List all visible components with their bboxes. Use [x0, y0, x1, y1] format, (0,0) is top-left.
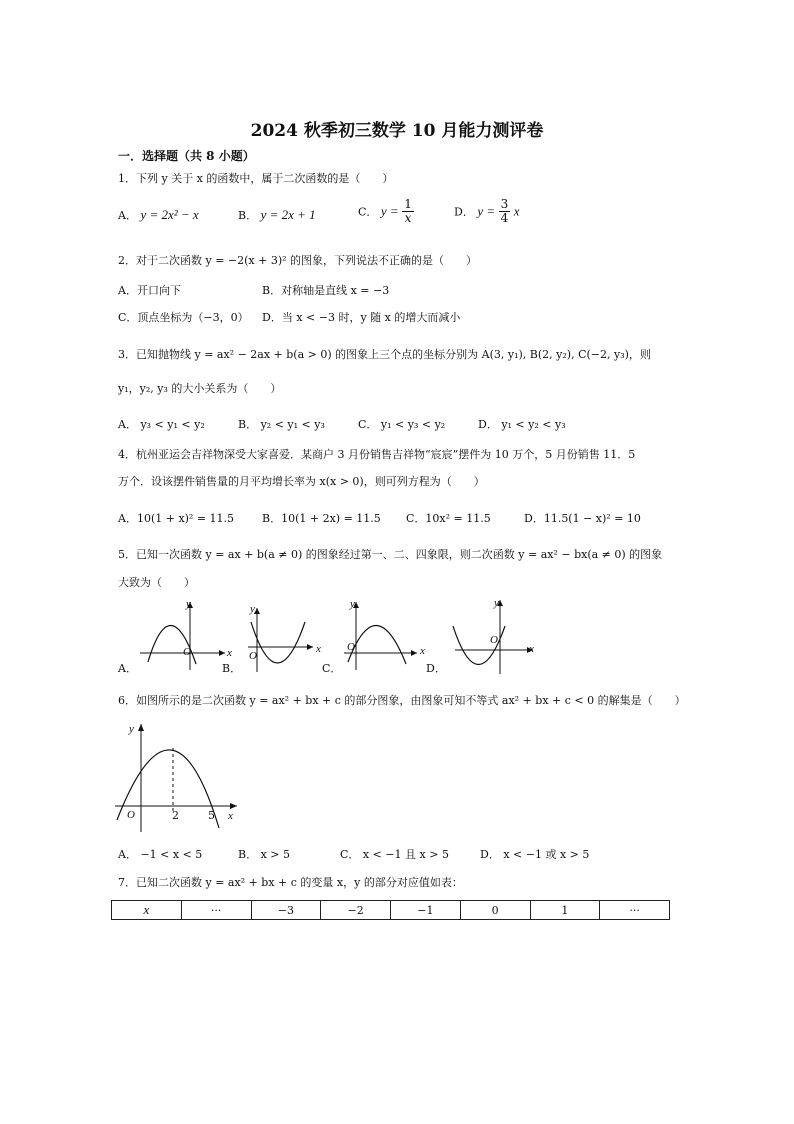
q2-option-c: C．顶点坐标为（−3，0）	[118, 311, 249, 324]
q1-label-a: A．	[118, 209, 137, 222]
q1-option-c	[358, 198, 414, 225]
q1-d-fraction	[499, 198, 511, 225]
q6-option-d: D． x < −1 或 x > 5	[480, 848, 590, 861]
q5-a-y-axis-label: y	[186, 598, 191, 610]
q5-stem-line1: 5．已知一次函数 y = ax + b(a ≠ 0) 的图象经过第一、二、四象限，则二次函数 y = ax² − bx(a ≠ 0) 的图象	[118, 548, 663, 561]
q5-c-x-axis-label: x	[420, 645, 425, 657]
q2-stem: 2．对于二次函数 y = −2(x + 3)² 的图象，下列说法不正确的是（ ）	[118, 254, 478, 267]
q6-x-axis-label: x	[228, 810, 233, 822]
q6-tick-2: 2	[172, 809, 179, 822]
q5-option-a: A．	[118, 662, 137, 675]
q6-option-b: B． x > 5	[238, 848, 290, 861]
q6-option-a: A． −1 < x < 5	[118, 848, 203, 861]
q5-option-b: B．	[222, 662, 242, 675]
q1-c-numerator: 1	[404, 197, 412, 211]
q1-stem: 1．下列 y 关于 x 的函数中，属于二次函数的是（ ）	[118, 172, 394, 185]
q4-option-b: B．10(1 + 2x) = 11.5	[262, 512, 381, 525]
section-heading: 一．选择题（共 8 小题）	[118, 149, 255, 163]
q6-y-axis-label: y	[129, 723, 134, 735]
q1-option-a	[118, 207, 199, 223]
q1-c-lhs: y =	[380, 203, 399, 219]
q1-d-numerator: 3	[500, 197, 509, 211]
q5-d-y-axis-label: y	[494, 597, 499, 609]
table-cell: ···	[181, 901, 251, 920]
q3-option-c: C． y₁ < y₃ < y₂	[358, 418, 446, 431]
q5-b-y-axis-label: y	[250, 603, 255, 615]
q5-graph-c-plot	[342, 598, 432, 670]
q1-d-denominator: 4	[500, 211, 509, 225]
q4-option-a: A．10(1 + x)² = 11.5	[118, 512, 235, 525]
q1-option-b	[238, 207, 316, 223]
q1-expr-a: y = 2x² − x	[140, 207, 199, 222]
q6-tick-5: 5	[208, 809, 215, 822]
q5-graph-b-plot	[243, 604, 333, 676]
q5-a-x-axis-label: x	[227, 647, 232, 659]
q3-stem-line1: 3．已知抛物线 y = ax² − 2ax + b(a > 0) 的图象上三个点的坐标分别为 A(3, y₁), B(2, y₂), C(−2, y₃)，则	[118, 348, 651, 361]
q1-label-c: C．	[358, 205, 378, 219]
q5-c-origin-label: O	[347, 641, 355, 653]
q5-b-origin-label: O	[249, 650, 257, 662]
q3-option-a: A． y₃ < y₁ < y₂	[118, 418, 205, 431]
q1-d-lhs: y =	[477, 203, 496, 219]
q1-d-tail: x	[513, 203, 520, 219]
q6-origin-label: O	[127, 809, 135, 821]
q1-option-d	[454, 198, 520, 225]
q6-stem: 6．如图所示的是二次函数 y = ax² + bx + c 的部分图象，由图象可知不等式 ax² + bx + c < 0 的解集是（ ）	[118, 694, 686, 707]
q6-option-c: C． x < −1 且 x > 5	[340, 848, 449, 861]
table-cell: 0	[460, 901, 530, 920]
q4-option-c: C．10x² = 11.5	[406, 512, 491, 525]
q4-stem-line2: 万个．设该摆件销售量的月平均增长率为 x(x > 0)，则可列方程为（ ）	[118, 475, 485, 488]
table-cell-x-header: x	[112, 901, 182, 920]
q5-graph-d-plot	[445, 598, 555, 678]
table-row	[112, 901, 670, 920]
q7-value-table	[111, 900, 670, 920]
q2-option-a: A．开口向下	[118, 284, 181, 297]
q1-label-d: D．	[454, 205, 474, 219]
q5-stem-line2: 大致为（ ）	[118, 576, 195, 589]
q2-option-b: B．对称轴是直线 x = −3	[262, 284, 390, 297]
q3-option-d: D． y₁ < y₂ < y₃	[478, 418, 566, 431]
q5-b-x-axis-label: x	[316, 643, 321, 655]
q3-option-b: B． y₂ < y₁ < y₃	[238, 418, 325, 431]
q7-stem: 7．已知二次函数 y = ax² + bx + c 的变量 x，y 的部分对应值如表：	[118, 876, 463, 889]
q1-label-b: B．	[238, 209, 258, 222]
table-cell: ···	[600, 901, 670, 920]
q4-stem-line1: 4．杭州亚运会吉祥物深受大家喜爱．某商户 3 月份销售吉祥物“宸宸”摆件为 10 万个，5 月份销售 11．5	[118, 448, 636, 461]
q1-c-fraction	[402, 198, 414, 225]
table-cell: −3	[251, 901, 321, 920]
q5-d-origin-label: O	[490, 634, 498, 646]
q5-option-d: D．	[426, 662, 446, 675]
table-cell: −2	[321, 901, 391, 920]
table-cell: −1	[391, 901, 461, 920]
q1-c-denominator: x	[404, 211, 412, 225]
q4-option-d: D．11.5(1 − x)² = 10	[524, 512, 641, 525]
q3-stem-line2: y₁，y₂, y₃ 的大小关系为（ ）	[118, 382, 282, 395]
q5-c-y-axis-label: y	[350, 598, 355, 610]
table-cell: 1	[530, 901, 600, 920]
q5-d-x-axis-label: x	[529, 643, 534, 655]
q5-a-origin-label: O	[183, 646, 191, 658]
q2-option-d: D．当 x < −3 时，y 随 x 的增大而减小	[262, 311, 461, 324]
q1-expr-b: y = 2x + 1	[260, 207, 316, 222]
exam-title: 2024 秋季初三数学 10 月能力测评卷	[250, 121, 544, 141]
q5-option-c: C．	[322, 662, 342, 675]
